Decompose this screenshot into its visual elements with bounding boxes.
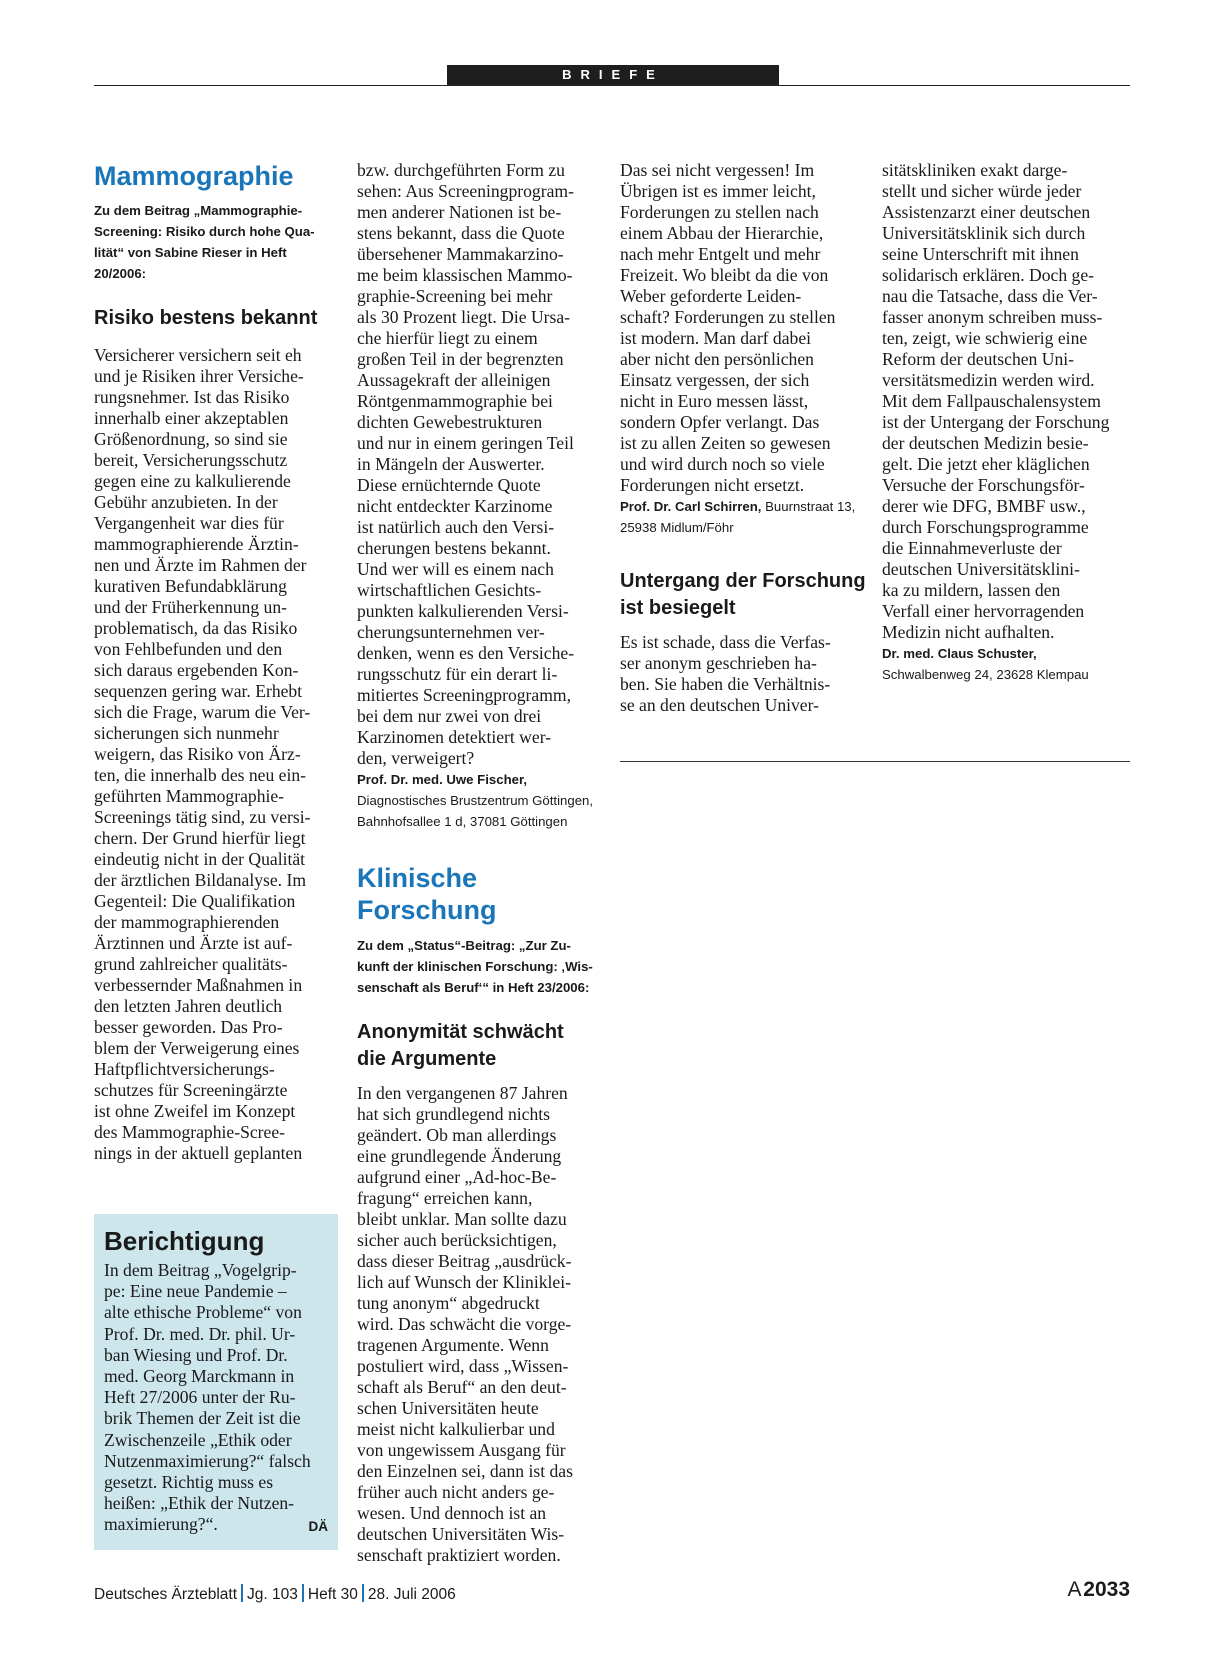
column-1 xyxy=(94,160,344,1164)
correction-initials: DÄ xyxy=(308,1518,328,1534)
journal-name: Deutsches Ärzteblatt xyxy=(94,1586,238,1603)
letter-body-3: Es ist schade, dass die Verfas- ser anonym geschrieben ha- ben. Sie haben die Verhältnis- se an den deutschen Univer- xyxy=(620,632,831,715)
header-rule xyxy=(94,85,1130,86)
signature-name-3: Dr. med. Claus Schuster, xyxy=(882,646,1037,661)
letter-body-continued-2: Das sei nicht vergessen! Im Übrigen ist es immer leicht, Forderungen zu stellen nach einem Abbau der Hierarchie, nach mehr Entgelt und mehr Freizeit. Wo bleibt da die von Weber geforderte Leiden- schaft? Forderungen zu stellen ist modern. Man darf dabei aber nicht den persönlichen Einsatz vergessen, der sich nicht in Euro messen lässt, sondern Opfer verlangt. Das ist zu allen Zeiten so gewesen und wird durch noch so viele Forderungen nicht ersetzt. xyxy=(620,160,836,495)
journal-volume: Jg. 103 xyxy=(247,1586,298,1603)
signature-address-3: Schwalbenweg 24, 23628 Klempau xyxy=(882,667,1089,682)
page-number-value: 2033 xyxy=(1083,1578,1130,1601)
correction-text-end: maximierung?“. xyxy=(104,1514,218,1535)
page-footer xyxy=(94,1584,456,1604)
letter-signature xyxy=(357,769,605,832)
letter-signature-2 xyxy=(620,496,868,538)
signature-address-2: Buurnstraat 13, 25938 Midlum/Föhr xyxy=(620,499,856,535)
column-3 xyxy=(620,160,868,716)
page-prefix: A xyxy=(1067,1578,1082,1601)
letter-heading: Risiko bestens bekannt xyxy=(94,307,318,329)
letter-heading-3: Untergang der Forschung ist besiegelt xyxy=(620,570,866,619)
section-label: BRIEFE xyxy=(447,65,779,85)
signature-name: Prof. Dr. med. Uwe Fischer, xyxy=(357,772,528,787)
journal-issue: Heft 30 xyxy=(307,1586,358,1603)
footer-separator xyxy=(362,1584,364,1602)
article-reference: Zu dem Beitrag „Mammographie- Screening: Risiko durch hohe Qua- lität“ von Sabine Rieser in Heft 20/2006: xyxy=(94,203,315,281)
journal-date: 28. Juli 2006 xyxy=(367,1586,456,1603)
letter-body-continued: bzw. durchgeführten Form zu sehen: Aus Screeningprogram- men anderer Nationen ist be- stens bekannt, dass die Quote übersehener Mammakarzino- me beim klassischen Mammo- graphie-Screening bei mehr als 30 Prozent liegt. Die Ursa- che hierfür liegt zu einem großen Teil in der begrenzten Aussagekraft der alleinigen Röntgenmammographie bei dichten Gewebestrukturen und nur in einem geringen Teil in Mängeln der Auswerter. Diese ernüchternde Quote nicht entdeckter Karzinome ist natürlich auch den Versi- cherungen bestens bekannt. Und wer will es einem nach wirtschaftlichen Gesichts- punkten kalkulierenden Versi- cherungsunternehmen ver- denken, wenn es den Versiche- rungsschutz für ein derart li- mitiertes Screeningprogramm, bei dem nur zwei von drei Karzinomen detektiert wer- den, verweigert? xyxy=(357,160,575,768)
column-end-rule xyxy=(620,761,1130,762)
letter-body-continued-3: sitätskliniken exakt darge- stellt und sicher würde jeder Assistenzarzt einer deutschen Universitätsklinik sich durch seine Unterschrift mit ihnen solidarisch erklären. Doch ge- nau die Tatsache, dass die Ver- fasser anonym schreiben muss- ten, zeigt, wie schwierig eine Reform der deutschen Uni- versitätsmedizin werden wird. Mit dem Fallpauschalensystem ist der Untergang der Forschung der deutschen Medizin besie- gelt. Die jetzt eher kläglichen Versuche der Forschungsför- derer wie DFG, BMBF usw., durch Forschungsprogramme die Einnahmeverluste der deutschen Universitätsklini- ka zu mildern, lassen den Verfall einer hervorragenden Medizin nicht aufhalten. xyxy=(882,160,1110,642)
correction-title: Berichtigung xyxy=(104,1226,265,1256)
correction-box xyxy=(94,1214,338,1550)
signature-address: Diagnostisches Brustzentrum Göttingen, Bahnhofsallee 1 d, 37081 Göttingen xyxy=(357,793,594,829)
page-number xyxy=(1068,1578,1131,1602)
article-title-mammographie: Mammographie xyxy=(94,161,294,191)
column-2 xyxy=(357,160,605,1566)
correction-text: In dem Beitrag „Vogelgrip- pe: Eine neue Pandemie – alte ethische Probleme“ von Prof. Dr. med. Dr. phil. Ur- ban Wiesing und Prof. Dr. med. Georg Marckmann in Heft 27/2006 unter der Ru- brik Themen der Zeit ist die Zwischenzeile „Ethik oder Nutzenmaximierung?“ falsch gesetzt. Richtig muss es heißen: „Ethik der Nutzen- xyxy=(104,1260,311,1514)
column-4 xyxy=(882,160,1130,685)
correction-tail xyxy=(104,1514,328,1535)
letter-signature-3 xyxy=(882,643,1130,685)
article-title-klinische-forschung: Klinische Forschung xyxy=(357,863,497,925)
letter-heading-2: Anonymität schwächt die Argumente xyxy=(357,1021,564,1070)
footer-separator xyxy=(241,1584,243,1602)
article-reference-2: Zu dem „Status“-Beitrag: „Zur Zu- kunft der klinischen Forschung: ‚Wis- senschaft als Beruf‘“ in Heft 23/2006: xyxy=(357,938,593,995)
letter-body: Versicherer versichern seit eh und je Risiken ihrer Versiche- rungsnehmer. Ist das Risiko innerhalb einer akzeptablen Größenordnung, so sind sie bereit, Versicherungsschutz gegen eine zu kalkulierende Gebühr anzubieten. In der Vergangenheit war dies für mammographierende Ärztin- nen und Ärzte im Rahmen der kurativen Befundabklärung und der Früherkennung un- problematisch, da das Risiko von Fehlbefunden und den sich daraus ergebenden Kon- sequenzen gering war. Erhebt sich die Frage, warum die Ver- sicherungen sich nunmehr weigern, das Risiko von Ärz- ten, die innerhalb des neu ein- geführten Mammographie- Screenings tätig sind, zu versi- chern. Der Grund hierfür liegt eindeutig nicht in der Qualität der ärztlichen Bildanalyse. Im Gegenteil: Die Qualifikation der mammographierenden Ärztinnen und Ärzte ist auf- grund zahlreicher qualitäts- verbessernder Maßnahmen in den letzten Jahren deutlich besser geworden. Das Pro- blem der Verweigerung eines Haftpflichtversicherungs- schutzes für Screeningärzte ist ohne Zweifel im Konzept des Mammographie-Scree- nings in der aktuell geplanten xyxy=(94,345,311,1163)
signature-name-2: Prof. Dr. Carl Schirren, xyxy=(620,499,762,514)
footer-separator xyxy=(302,1584,304,1602)
letter-body-2: In den vergangenen 87 Jahren hat sich grundlegend nichts geändert. Ob man allerdings eine grundlegende Änderung aufgrund einer „Ad-hoc-Be- fragung“ erreichen kann, bleibt unklar. Man sollte dazu sicher auch berücksichtigen, dass dieser Beitrag „ausdrück- lich auf Wunsch der Kliniklei- tung anonym“ abgedruckt wird. Das schwächt die vorge- tragenen Argumente. Wenn postuliert wird, dass „Wissen- schaft als Beruf“ an den deut- schen Universitäten heute meist nicht kalkulierbar und von ungewissem Ausgang für den Einzelnen sei, dann ist das früher auch nicht anders ge- wesen. Und dennoch ist an deutschen Universitäten Wis- senschaft praktiziert worden. xyxy=(357,1083,573,1565)
